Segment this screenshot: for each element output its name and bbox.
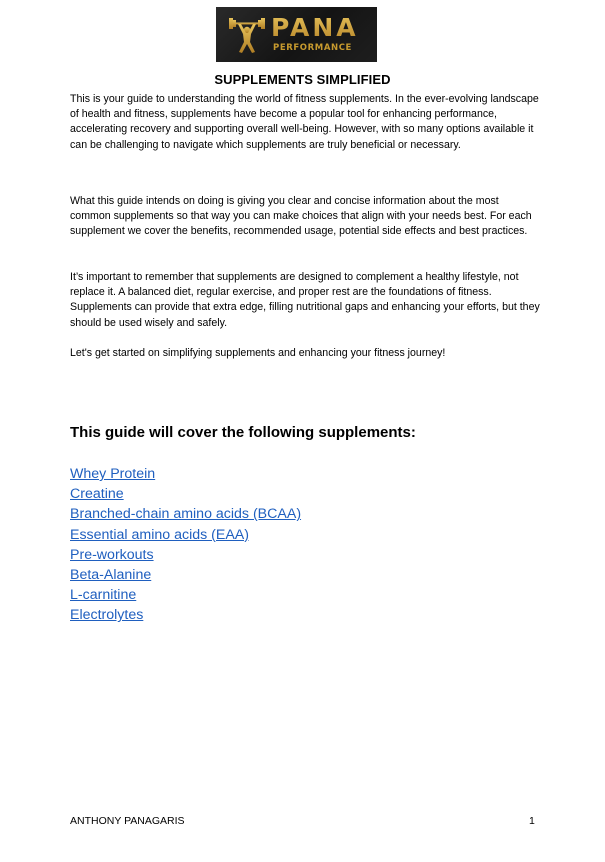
list-item [70,545,301,565]
purpose-paragraph: What this guide intends on doing is giving you clear and concise information about the most common supplements so that way you can make choices that align with your needs best. For each supplement we cover the benefits, recommended usage, potential side effects and best practices. [70,195,532,238]
list-item [70,464,301,484]
link-creatine[interactable]: Creatine [70,486,124,503]
list-heading: This guide will cover the following supplements: [70,424,416,441]
link-bcaa[interactable]: Branched-chain amino acids (BCAA) [70,506,302,523]
link-pre-workouts[interactable]: Pre-workouts [70,546,154,563]
list-item [70,605,301,625]
disclaimer-paragraph: It’s important to remember that supplements are designed to complement a healthy lifestyle, not replace it. A balanced diet, regular exercise, and proper rest are the foundations of fitness. Supplements can provide that extra edge, filling nutritional gaps and enhancing your efforts, but they should be used wisely and safely. [70,271,540,329]
link-whey-protein[interactable]: Whey Protein [70,466,156,482]
link-l-carnitine[interactable]: L-carnitine [70,587,137,604]
logo-brand-text: PANA [271,13,359,42]
list-item [70,504,301,524]
list-item [70,484,301,504]
logo-subtitle-text: PERFORMANCE [273,43,352,53]
page-title: SUPPLEMENTS SIMPLIFIED [214,72,391,87]
footer-author: ANTHONY PANAGARIS [70,815,185,827]
supplement-list [70,464,301,626]
list-item [70,525,301,545]
pana-performance-logo [216,7,377,62]
link-electrolytes[interactable]: Electrolytes [70,607,144,624]
link-eaa[interactable]: Essential amino acids (EAA) [70,526,249,543]
list-item [70,565,301,585]
weightlifter-icon [227,15,267,55]
link-beta-alanine[interactable]: Beta-Alanine [70,566,152,583]
footer-page-number: 1 [529,815,535,827]
closing-paragraph: Let's get started on simplifying supplements and enhancing your fitness journey! [70,347,446,359]
list-item [70,585,301,605]
intro-paragraph: This is your guide to understanding the world of fitness supplements. In the ever-evolving landscape of health and fitness, supplements have become a popular tool for enhancing performance, accelerating recovery and supporting overall well-being. However, with so many options available it can be challenging to navigate which supplements are truly beneficial or necessary. [70,93,539,151]
